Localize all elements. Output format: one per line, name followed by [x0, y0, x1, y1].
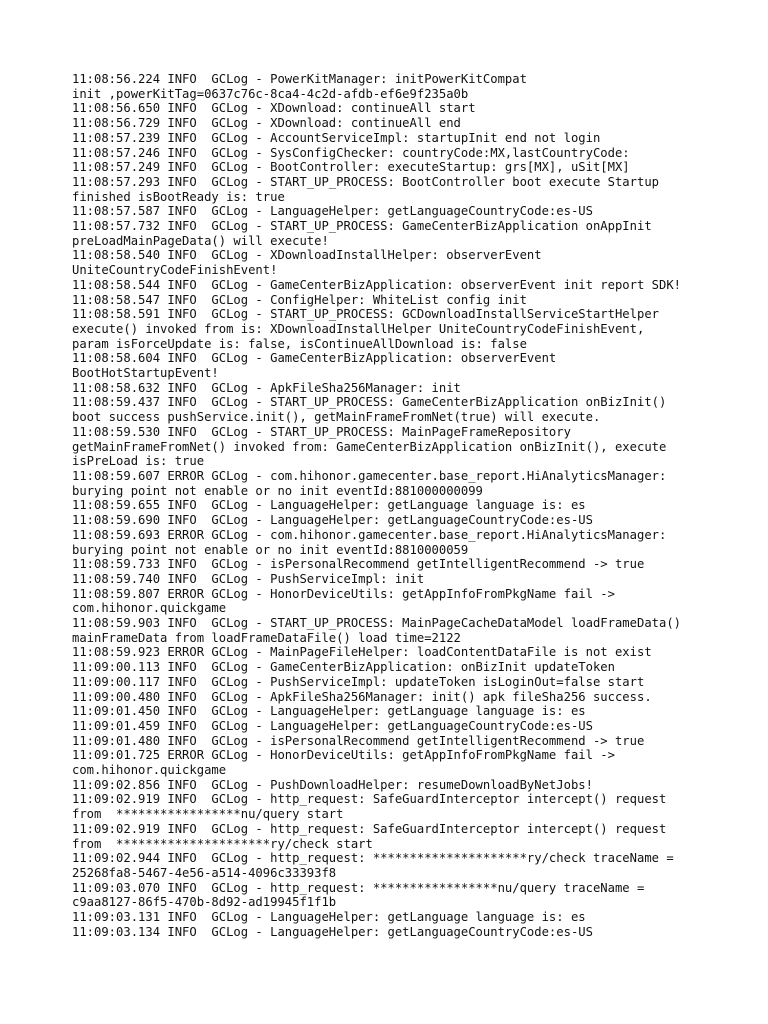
- log-line: 11:08:59.693 ERROR GCLog - com.hihonor.gamecenter.base_report.HiAnalyticsManager:: [72, 527, 667, 542]
- log-line: 11:08:58.632 INFO GCLog - ApkFileSha256Manager: init: [72, 380, 461, 395]
- log-line: com.hihonor.quickgame: [72, 763, 227, 778]
- log-line: 11:08:59.655 INFO GCLog - LanguageHelper: getLanguage language is: es: [72, 498, 586, 513]
- log-line: 11:08:59.733 INFO GCLog - isPersonalRecommend getIntelligentRecommend -> true: [72, 557, 645, 572]
- log-line: com.hihonor.quickgame: [72, 601, 227, 616]
- log-line: 11:08:59.530 INFO GCLog - START_UP_PROCESS: MainPageFrameRepository: [72, 424, 571, 439]
- log-line: 11:09:00.117 INFO GCLog - PushServiceImpl: updateToken isLoginOut=false start: [72, 674, 645, 689]
- log-line: 11:08:59.923 ERROR GCLog - MainPageFileHelper: loadContentDataFile is not exist: [72, 645, 652, 660]
- log-line: 11:08:57.239 INFO GCLog - AccountServiceImpl: startupInit end not login: [72, 130, 601, 145]
- log-line: param isForceUpdate is: false, isContinueAllDownload is: false: [72, 336, 527, 351]
- log-line: BootHotStartupEvent!: [72, 366, 219, 381]
- document-page: [72, 72, 762, 939]
- log-line: 11:08:59.740 INFO GCLog - PushServiceImpl: init: [72, 571, 425, 586]
- log-line: 11:08:58.547 INFO GCLog - ConfigHelper: WhiteList config init: [72, 292, 527, 307]
- log-line: from *********************ry/check start: [72, 836, 373, 851]
- log-line: from *****************nu/query start: [72, 807, 344, 822]
- log-line: 11:08:58.591 INFO GCLog - START_UP_PROCESS: GCDownloadInstallServiceStartHelper: [72, 307, 659, 322]
- log-line: isPreLoad is: true: [72, 454, 205, 469]
- log-line: 11:08:59.903 INFO GCLog - START_UP_PROCESS: MainPageCacheDataModel loadFrameData(): [72, 616, 682, 631]
- log-line: UniteCountryCodeFinishEvent!: [72, 263, 278, 278]
- log-line: preLoadMainPageData() will execute!: [72, 233, 329, 248]
- log-line: init ,powerKitTag=0637c76c-8ca4-4c2d-afdb-ef6e9f235a0b: [72, 86, 469, 101]
- log-line: 11:08:56.650 INFO GCLog - XDownload: continueAll start: [72, 101, 476, 116]
- log-line: 11:09:00.480 INFO GCLog - ApkFileSha256Manager: init() apk fileSha256 success.: [72, 689, 652, 704]
- log-line: 11:08:58.544 INFO GCLog - GameCenterBizApplication: observerEvent init report SDK!: [72, 277, 682, 292]
- log-line: 11:09:03.131 INFO GCLog - LanguageHelper: getLanguage language is: es: [72, 910, 586, 925]
- log-line: 11:08:59.807 ERROR GCLog - HonorDeviceUtils: getAppInfoFromPkgName fail ->: [72, 586, 615, 601]
- log-line: 11:08:59.690 INFO GCLog - LanguageHelper: getLanguageCountryCode:es-US: [72, 513, 593, 528]
- log-line: 11:09:02.919 INFO GCLog - http_request: SafeGuardInterceptor intercept() request: [72, 821, 667, 836]
- log-line: mainFrameData from loadFrameDataFile() load time=2122: [72, 630, 461, 645]
- log-line: 11:08:57.249 INFO GCLog - BootController: executeStartup: grs[MX], uSit[MX]: [72, 160, 630, 175]
- log-line: 11:09:01.459 INFO GCLog - LanguageHelper: getLanguageCountryCode:es-US: [72, 718, 593, 733]
- log-line: execute() invoked from is: XDownloadInstallHelper UniteCountryCodeFinishEvent,: [72, 321, 645, 336]
- log-line: 11:08:57.246 INFO GCLog - SysConfigChecker: countryCode:MX,lastCountryCode:: [72, 145, 630, 160]
- log-line: getMainFrameFromNet() invoked from: GameCenterBizApplication onBizInit(), execute: [72, 439, 667, 454]
- log-line: burying point not enable or no init eventId:8810000059: [72, 542, 469, 557]
- log-line: 11:08:57.587 INFO GCLog - LanguageHelper: getLanguageCountryCode:es-US: [72, 204, 593, 219]
- log-line: 11:08:59.437 INFO GCLog - START_UP_PROCESS: GameCenterBizApplication onBizInit(): [72, 395, 667, 410]
- log-line: c9aa8127-86f5-470b-8d92-ad19945f1f1b: [72, 895, 337, 910]
- log-line: 11:08:56.729 INFO GCLog - XDownload: continueAll end: [72, 116, 461, 131]
- log-line: 11:09:03.070 INFO GCLog - http_request: *****************nu/query traceName =: [72, 880, 645, 895]
- log-line: 11:09:01.725 ERROR GCLog - HonorDeviceUtils: getAppInfoFromPkgName fail ->: [72, 748, 615, 763]
- log-line: 11:09:01.450 INFO GCLog - LanguageHelper: getLanguage language is: es: [72, 704, 586, 719]
- log-line: 11:09:03.134 INFO GCLog - LanguageHelper: getLanguageCountryCode:es-US: [72, 924, 593, 939]
- log-line: 11:08:58.540 INFO GCLog - XDownloadInstallHelper: observerEvent: [72, 248, 542, 263]
- log-line: 11:08:58.604 INFO GCLog - GameCenterBizApplication: observerEvent: [72, 351, 557, 366]
- log-line: burying point not enable or no init eventId:881000000099: [72, 483, 483, 498]
- log-line: 11:09:02.944 INFO GCLog - http_request: *********************ry/check traceName =: [72, 851, 674, 866]
- log-line: 25268fa8-5467-4e56-a514-4096c33393f8: [72, 865, 337, 880]
- log-line: 11:08:57.732 INFO GCLog - START_UP_PROCESS: GameCenterBizApplication onAppInit: [72, 219, 652, 234]
- log-line: 11:09:02.919 INFO GCLog - http_request: SafeGuardInterceptor intercept() request: [72, 792, 667, 807]
- log-line: 11:09:01.480 INFO GCLog - isPersonalRecommend getIntelligentRecommend -> true: [72, 733, 645, 748]
- log-line: 11:09:02.856 INFO GCLog - PushDownloadHelper: resumeDownloadByNetJobs!: [72, 777, 593, 792]
- log-line: 11:08:57.293 INFO GCLog - START_UP_PROCESS: BootController boot execute Startup: [72, 174, 659, 189]
- log-line: 11:08:59.607 ERROR GCLog - com.hihonor.gamecenter.base_report.HiAnalyticsManager:: [72, 468, 667, 483]
- log-text-block: [72, 72, 762, 939]
- log-line: 11:09:00.113 INFO GCLog - GameCenterBizApplication: onBizInit updateToken: [72, 660, 615, 675]
- log-line: 11:08:56.224 INFO GCLog - PowerKitManager: initPowerKitCompat: [72, 72, 527, 86]
- log-line: finished isBootReady is: true: [72, 189, 285, 204]
- log-line: boot success pushService.init(), getMainFrameFromNet(true) will execute.: [72, 410, 601, 425]
